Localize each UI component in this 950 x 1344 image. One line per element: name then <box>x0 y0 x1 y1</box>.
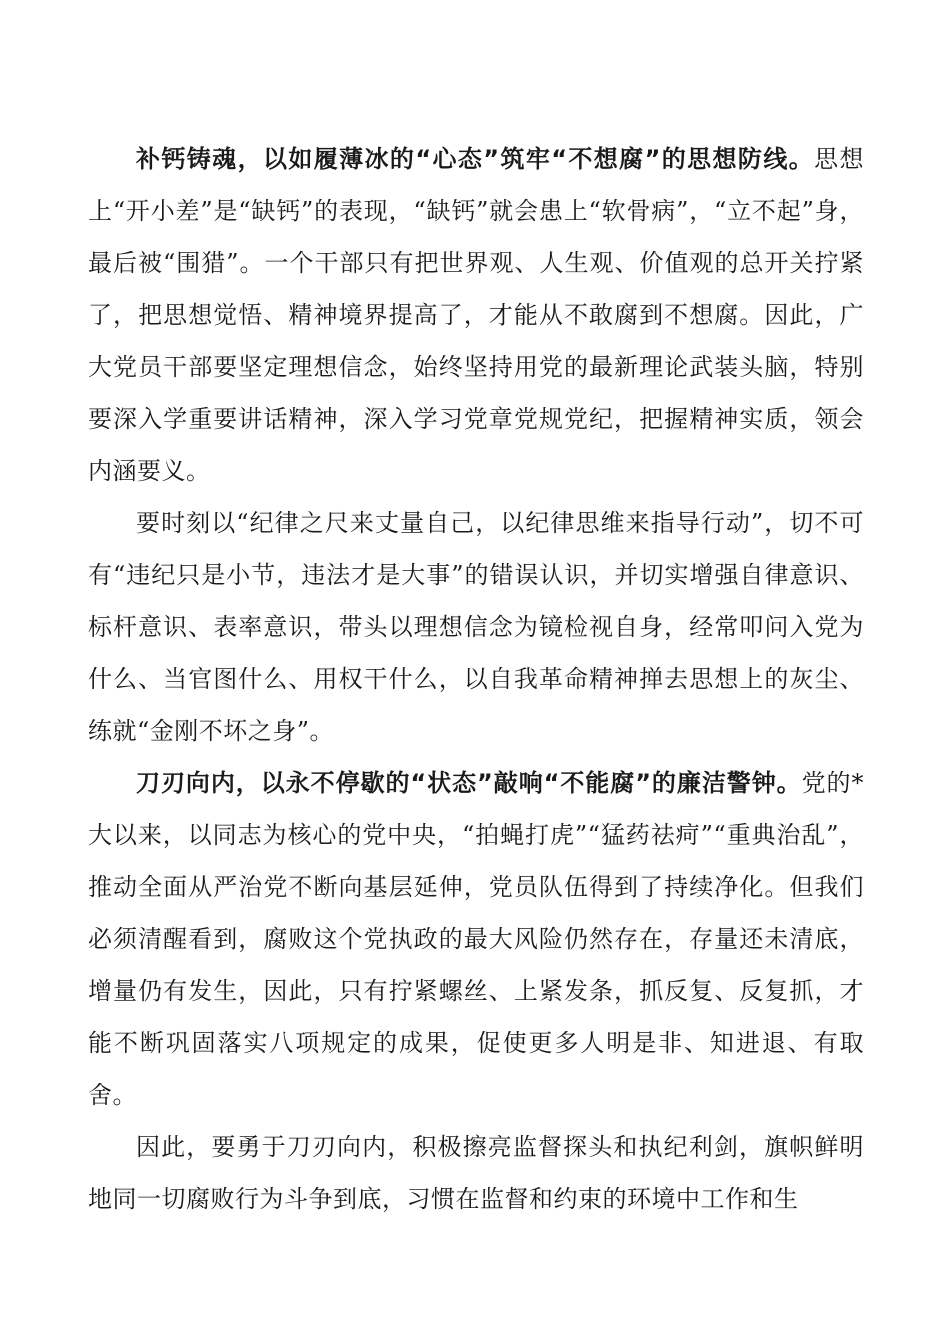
paragraph-2-text: 要时刻以“纪律之尺来丈量自己，以纪律思维来指导行动”，切不可有“违纪只是小节，违法才是大事”的错误认识，并切实增强自律意识、标杆意识、表率意识，带头以理想信念为镜检视自身，经常叩问入党为什么、当官图什么、用权干什么，以自我革命精神掸去思想上的灰尘、练就“金刚不坏之身”。 <box>88 509 864 745</box>
paragraph-1-heading: 补钙铸魂，以如履薄冰的“心态”筑牢“不想腐”的思想防线。 <box>136 145 815 173</box>
document-body <box>88 133 864 1225</box>
paragraph-4 <box>88 1121 864 1225</box>
paragraph-3-heading: 刀刃向内，以永不停歇的“状态”敲响“不能腐”的廉洁警钟。 <box>136 769 802 797</box>
paragraph-4-text: 因此，要勇于刀刃向内，积极擦亮监督探头和执纪利剑，旗帜鲜明地同一切腐败行为斗争到底，习惯在监督和约束的环境中工作和生 <box>88 1133 864 1213</box>
paragraph-3 <box>88 757 864 1121</box>
paragraph-2 <box>88 497 864 757</box>
paragraph-1 <box>88 133 864 497</box>
paragraph-1-text: 思想上“开小差”是“缺钙”的表现，“缺钙”就会患上“软骨病”，“立不起”身，最后被“围猎”。一个干部只有把世界观、人生观、价值观的总开关拧紧了，把思想觉悟、精神境界提高了，才能从不敢腐到不想腐。因此，广大党员干部要坚定理想信念，始终坚持用党的最新理论武装头脑，特别要深入学重要讲话精神，深入学习党章党规党纪，把握精神实质，领会内涵要义。 <box>88 145 865 485</box>
paragraph-3-text: 党的*大以来，以同志为核心的党中央，“拍蝇打虎”“猛药祛疴”“重典治乱”，推动全面从严治党不断向基层延伸，党员队伍得到了持续净化。但我们必须清醒看到，腐败这个党执政的最大风险仍然存在，存量还未清底，增量仍有发生，因此，只有拧紧螺丝、上紧发条，抓反复、反复抓，才能不断巩固落实八项规定的成果，促使更多人明是非、知进退、有取舍。 <box>88 769 865 1109</box>
